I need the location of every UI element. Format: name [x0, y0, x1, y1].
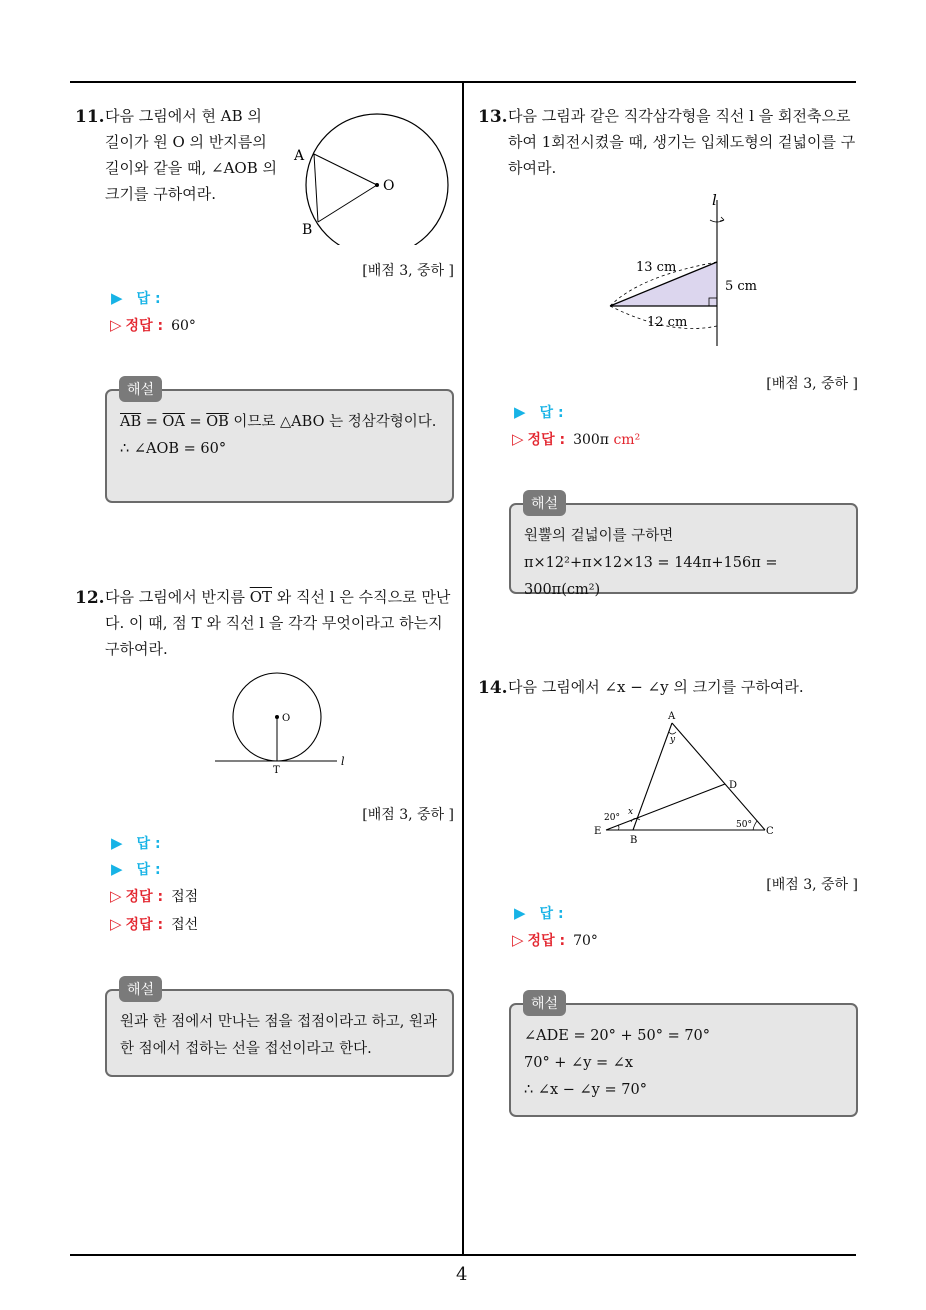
q13-label-height: 5 cm — [725, 279, 758, 294]
q11-solution: ▷ 정답 : 60° — [110, 316, 196, 334]
q14-solution: ▷ 정답 : 70° — [512, 931, 598, 949]
q12-explanation-box — [105, 989, 454, 1077]
outline-play-icon: ▷ — [110, 915, 122, 933]
q11-figure — [290, 110, 460, 245]
q13-text: 다음 그림과 같은 직각삼각형을 직선 l 을 회전축으로 하여 1회전시켰을 때, 생기는 입체도형의 겉넓이를 구하여라. — [508, 107, 856, 177]
q12-explanation-tag: 해설 — [119, 976, 162, 1002]
q12-meta: [배점 3, 중하 ] — [362, 807, 454, 823]
play-icon: ▶ — [514, 403, 526, 421]
play-icon: ▶ — [111, 860, 123, 878]
q13-meta: [배점 3, 중하 ] — [766, 376, 858, 392]
q14-label-50: 50° — [736, 820, 752, 830]
q12-answer-2: ▶ 답 : — [111, 860, 161, 878]
q12-label-T: T — [273, 765, 280, 776]
q14-explanation-box — [509, 1003, 858, 1117]
q14-label-E: E — [594, 826, 602, 837]
q14-label-y: y — [670, 735, 676, 745]
column-divider — [462, 83, 464, 1255]
q11-explanation-box — [105, 389, 454, 503]
q11-explanation-tag: 해설 — [119, 376, 162, 402]
q14-answer: ▶ 답 : — [514, 904, 564, 922]
outline-play-icon: ▷ — [512, 430, 524, 448]
outline-play-icon: ▷ — [512, 931, 524, 949]
q13-number: 13. — [478, 107, 508, 127]
q11-label-B: B — [302, 222, 313, 238]
q13-explanation-tag: 해설 — [523, 490, 566, 516]
q11-label-O: O — [383, 178, 395, 194]
q12-answer-1: ▶ 답 : — [111, 834, 161, 852]
q13-figure — [600, 190, 770, 350]
play-icon: ▶ — [111, 834, 123, 852]
q12-exp-text: 원과 한 점에서 만나는 점을 접점이라고 하고, 원과 한 점에서 접하는 선을 접선이라고 한다. — [120, 1014, 438, 1057]
q14-explanation-tag: 해설 — [523, 990, 566, 1016]
q12-solution-2: ▷ 정답 : 접선 — [110, 915, 199, 933]
q14-text: 다음 그림에서 ∠x − ∠y 의 크기를 구하여라. — [508, 678, 804, 696]
q14-label-A: A — [668, 711, 676, 722]
q11-meta: [배점 3, 중하 ] — [362, 263, 454, 279]
q14-figure — [588, 708, 788, 848]
page-number: 4 — [456, 1264, 468, 1285]
q13-label-base: 12 cm — [647, 315, 688, 330]
q14-label-20: 20° — [604, 813, 620, 823]
q13-label-hyp: 13 cm — [636, 260, 677, 275]
q13-answer: ▶ 답 : — [514, 403, 564, 421]
q12-label-l: l — [341, 755, 345, 768]
q11-answer: ▶ 답 : — [111, 289, 161, 307]
q11-exp-line2: ∴ ∠AOB = 60° — [120, 441, 227, 457]
q13-explanation-box — [509, 503, 858, 598]
q11-label-A: A — [294, 148, 305, 164]
q12-number: 12. — [75, 588, 105, 608]
q14-label-C: C — [766, 826, 774, 837]
q13-label-l: l — [712, 191, 717, 209]
q14-label-D: D — [729, 780, 738, 791]
q11-number: 11. — [75, 107, 105, 127]
q14-label-B: B — [630, 835, 638, 846]
q11-text: 다음 그림에서 현 AB 의 길이가 원 O 의 반지름의 길이와 같을 때, ∠AOB 의 크기를 구하여라. — [105, 107, 277, 203]
q13-exp-line1: 원뿔의 겉넓이를 구하면 — [524, 528, 674, 544]
q14-label-x: x — [628, 807, 634, 817]
q12-label-O: O — [282, 713, 291, 724]
q13-exp-line2: π×12²+π×12×13 = 144π+156π = 300π(cm²) — [524, 555, 778, 598]
q14-meta: [배점 3, 중하 ] — [766, 877, 858, 893]
q12-solution-1: ▷ 정답 : 접점 — [110, 887, 199, 905]
q11-exp-line1: $\overline{AB} = \overline{OA} = \overline{OB}$ 이므로 △ABO 는 정삼각형이다. — [120, 414, 437, 430]
q14-number: 14. — [478, 678, 508, 698]
q12-figure — [205, 668, 365, 778]
play-icon: ▶ — [514, 904, 526, 922]
q13-solution: ▷ 정답 : 300π cm² — [512, 430, 641, 448]
outline-play-icon: ▷ — [110, 887, 122, 905]
play-icon: ▶ — [111, 289, 123, 307]
bottom-rule — [70, 1254, 856, 1256]
outline-play-icon: ▷ — [110, 316, 122, 334]
q14-exp-line3: ∴ ∠x − ∠y = 70° — [524, 1082, 647, 1098]
q12-text: 다음 그림에서 반지름 $\overline{OT}$ 와 직선 l 은 수직으로 만난다. 이 때, 점 T 와 직선 l 을 각각 무엇이라고 하는지 구하여라. — [105, 588, 451, 658]
q14-exp-line2: 70° + ∠y = ∠x — [524, 1055, 634, 1071]
q14-exp-line1: ∠ADE = 20° + 50° = 70° — [524, 1028, 711, 1044]
